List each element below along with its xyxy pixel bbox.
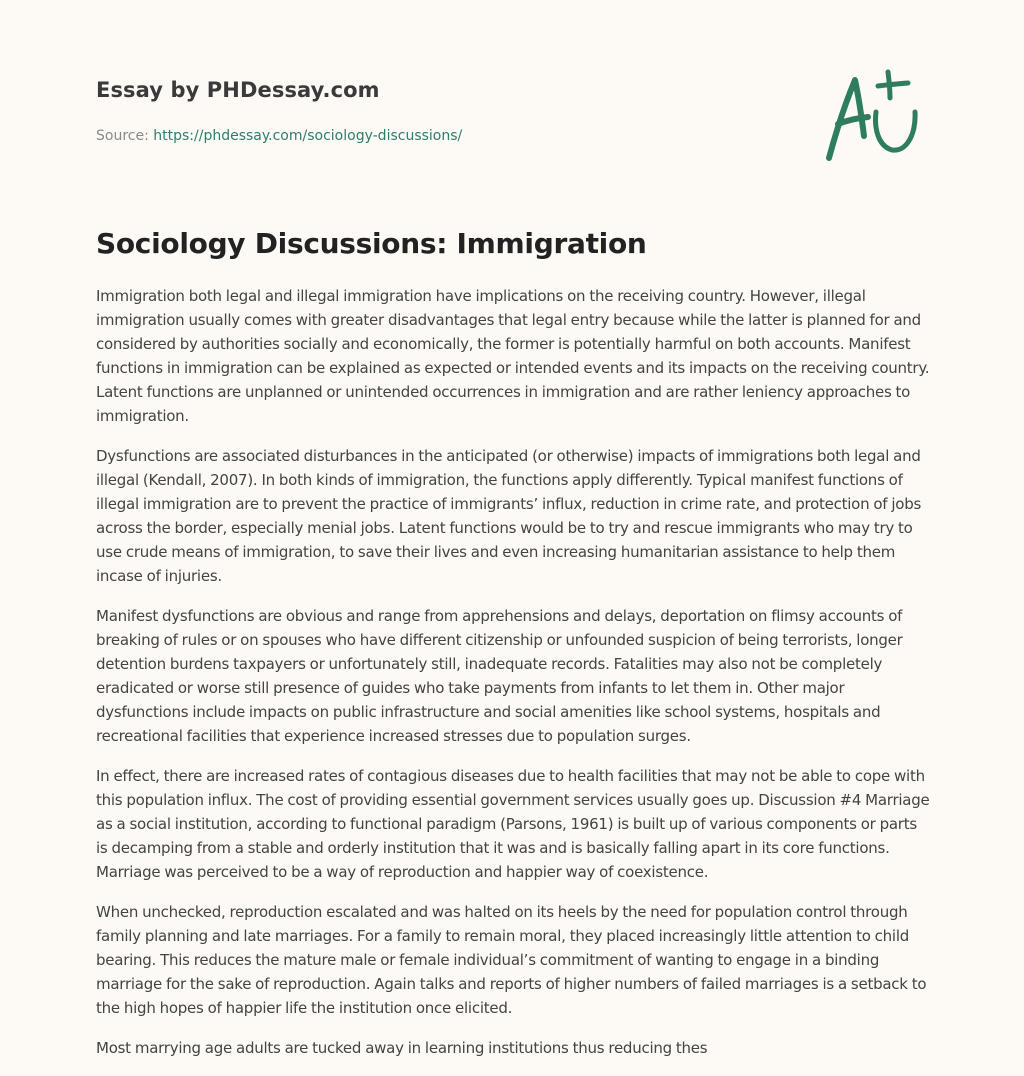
essay-title: Sociology Discussions: Immigration	[96, 227, 647, 260]
page-header	[96, 74, 796, 146]
essay-paragraph: Immigration both legal and illegal immigration have implications on the receiving country. However, illegal immigration usually comes with greater disadvantages that legal entry because while the latter is planned for and considered by authorities socially and economically, the former is potentially harmful on both accounts. Manifest functions in immigration can be explained as expected or intended events and its impacts on the receiving country. Latent functions are unplanned or unintended occurrences in immigration and are rather leniency approaches to immigration.	[96, 287, 930, 425]
essay-paragraph: Dysfunctions are associated disturbances in the anticipated (or otherwise) impacts of immigrations both legal and illegal (Kendall, 2007). In both kinds of immigration, the functions apply differently. Typical manifest functions of illegal immigration are to prevent the practice of immigrants’ influx, reduction in crime rate, and protection of jobs across the border, especially menial jobs. Latent functions would be to try and rescue immigrants who may try to use crude means of immigration, to save their lives and even increasing humanitarian assistance to help them incase of injuries.	[96, 447, 922, 585]
essay-paragraph: When unchecked, reproduction escalated and was halted on its heels by the need for population control through family planning and late marriages. For a family to remain moral, they placed increasingly little attention to child bearing. This reduces the mature male or female individual’s commitment of wanting to engage in a binding marriage for the sake of reproduction. Again talks and reports of higher numbers of failed marriages is a setback to the high hopes of happier life the institution once elicited.	[96, 903, 927, 1017]
a-plus-grade-icon	[820, 66, 930, 166]
source-label: Source:	[96, 128, 154, 144]
essay-paragraph-truncated: Most marrying age adults are tucked away in learning institutions thus reducing thes	[96, 1039, 708, 1057]
essay-paragraph: Manifest dysfunctions are obvious and range from apprehensions and delays, deportation on flimsy accounts of breaking of rules or on spouses who have different citizenship or unfounded suspicion of being terrorists, longer detention burdens taxpayers or unfortunately still, inadequate records. Fatalities may also not be completely eradicated or worse still presence of guides who take payments from infants to let them in. Other major dysfunctions include impacts on public infrastructure and social amenities like school systems, hospitals and recreational facilities that experience increased stresses due to population surges.	[96, 607, 903, 745]
essay-body	[96, 284, 930, 1076]
source-link[interactable]: https://phdessay.com/sociology-discussions/	[153, 128, 463, 144]
site-brand: Essay by PHDessay.com	[96, 78, 380, 102]
source-line	[96, 126, 796, 146]
essay-paragraph: In effect, there are increased rates of contagious diseases due to health facilities that may not be able to cope with this population influx. The cost of providing essential government services usually goes up. Discussion #4 Marriage as a social institution, according to functional paradigm (Parsons, 1961) is built up of various components or parts is decamping from a stable and orderly institution that it was and is basically falling apart in its core functions. Marriage was perceived to be a way of reproduction and happier way of coexistence.	[96, 767, 930, 881]
